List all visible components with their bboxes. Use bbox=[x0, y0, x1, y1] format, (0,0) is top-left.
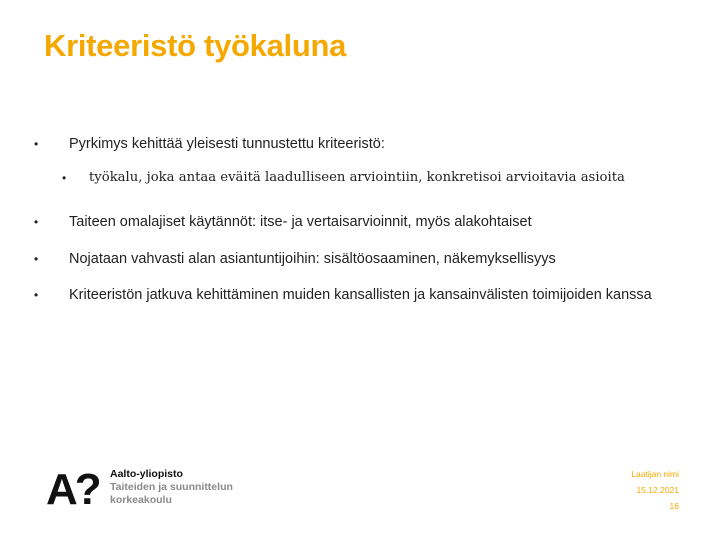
bullet-marker: • bbox=[62, 171, 67, 185]
bullet-text: Nojataan vahvasti alan asiantuntijoihin: sisältöosaaminen, näkemyksellisyys bbox=[69, 251, 556, 267]
school-name-line2: korkeakoulu bbox=[110, 494, 172, 506]
school-name-line1: Taiteiden ja suunnittelun bbox=[110, 481, 233, 493]
bullet-text: Kriteeristön jatkuva kehittäminen muiden kansallisten ja kansainvälisten toimijoiden kanssa bbox=[69, 287, 652, 303]
aalto-logo-icon bbox=[46, 466, 104, 510]
bullet-marker: • bbox=[34, 288, 39, 302]
logo-text bbox=[110, 468, 233, 507]
aalto-logo bbox=[46, 466, 246, 510]
university-name: Aalto-yliopisto bbox=[110, 468, 183, 480]
slide-footer bbox=[631, 466, 679, 514]
bullet-marker: • bbox=[34, 137, 39, 151]
page-number: 16 bbox=[669, 501, 679, 511]
footer-author: Laatijan nimi bbox=[631, 469, 679, 479]
slide-title: Kriteeristö työkaluna bbox=[44, 28, 347, 63]
bullet-text: Pyrkimys kehittää yleisesti tunnustettu kriteeristö: bbox=[69, 136, 385, 152]
bullet-marker: • bbox=[34, 215, 39, 229]
footer-date: 15.12.2021 bbox=[636, 485, 679, 495]
logo-mark-text: A? bbox=[46, 466, 99, 510]
bullet-text: Taiteen omalajiset käytännöt: itse- ja vertaisarvioinnit, myös alakohtaiset bbox=[69, 214, 532, 230]
bullet-text: työkalu, joka antaa eväitä laadulliseen arviointiin, konkretisoi arvioitavia asioita bbox=[89, 170, 625, 185]
bullet-marker: • bbox=[34, 252, 39, 266]
